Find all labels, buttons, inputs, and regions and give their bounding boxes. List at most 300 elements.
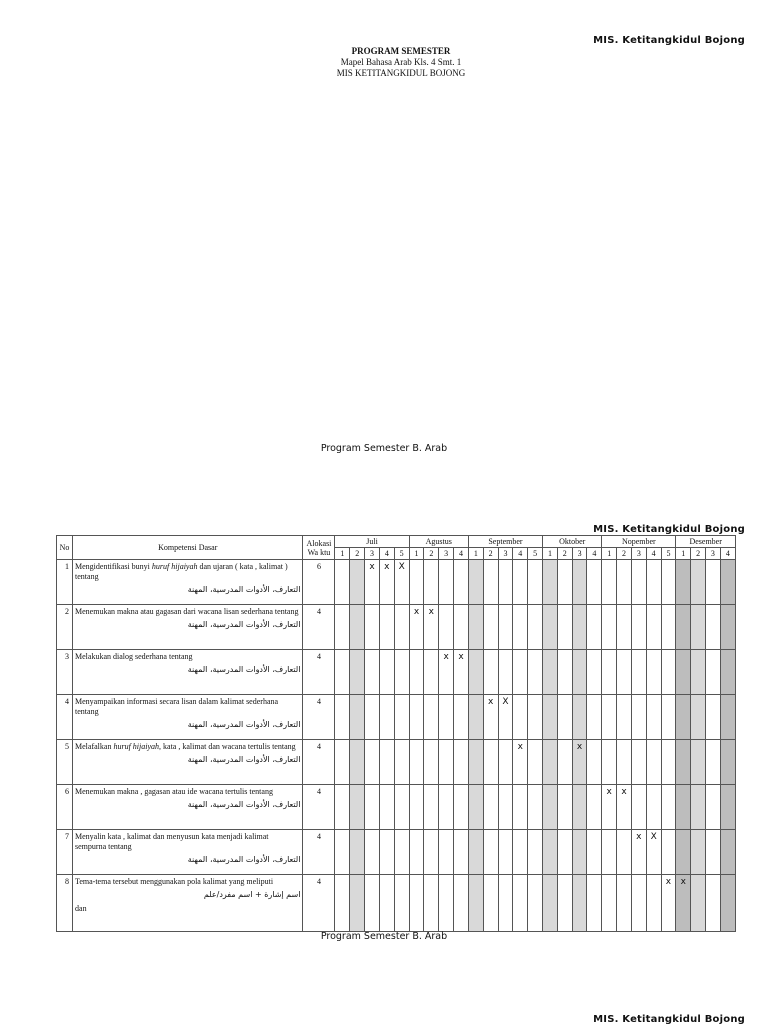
week-cell — [335, 740, 350, 785]
week-cell — [661, 695, 676, 740]
document-title-block — [0, 46, 768, 79]
week-cell — [379, 830, 394, 875]
week-cell — [498, 785, 513, 830]
week-cell — [720, 785, 735, 830]
week-cell — [661, 830, 676, 875]
week-cell — [543, 785, 558, 830]
week-cell — [691, 650, 706, 695]
week-cell — [572, 605, 587, 650]
week-cell — [557, 605, 572, 650]
week-cell — [706, 650, 721, 695]
week-cell — [439, 740, 454, 785]
week-cell: x — [661, 875, 676, 932]
week-cell — [483, 785, 498, 830]
semester-program-table — [56, 535, 736, 932]
kompetensi-dasar-cell — [73, 875, 303, 932]
week-cell — [468, 785, 483, 830]
row-number: 5 — [57, 740, 73, 785]
alokasi-cell: 6 — [303, 560, 335, 605]
week-cell — [528, 560, 543, 605]
week-cell — [572, 785, 587, 830]
week-cell — [335, 605, 350, 650]
week-cell — [528, 875, 543, 932]
week-cell — [572, 560, 587, 605]
table-row — [57, 830, 736, 875]
week-cell — [631, 740, 646, 785]
alokasi-cell: 4 — [303, 740, 335, 785]
week-cell — [409, 830, 424, 875]
header-month-september: September — [468, 536, 542, 548]
header-week: 1 — [676, 548, 691, 560]
header-week: 4 — [720, 548, 735, 560]
week-cell — [454, 605, 469, 650]
week-cell — [676, 695, 691, 740]
week-cell — [557, 875, 572, 932]
week-cell — [528, 695, 543, 740]
header-month-agustus: Agustus — [409, 536, 468, 548]
kompetensi-dasar-cell — [73, 785, 303, 830]
week-cell — [602, 695, 617, 740]
week-cell — [543, 605, 558, 650]
week-cell — [483, 560, 498, 605]
header-week: 3 — [572, 548, 587, 560]
week-cell — [350, 875, 365, 932]
week-cell — [394, 695, 409, 740]
week-cell — [379, 875, 394, 932]
table-row — [57, 650, 736, 695]
week-cell — [557, 785, 572, 830]
week-cell — [676, 785, 691, 830]
week-cell — [676, 605, 691, 650]
header-week: 1 — [468, 548, 483, 560]
week-cell: x — [676, 875, 691, 932]
week-cell — [602, 650, 617, 695]
week-cell — [587, 740, 602, 785]
week-cell — [587, 830, 602, 875]
header-week: 3 — [365, 548, 380, 560]
week-cell — [557, 830, 572, 875]
week-cell — [676, 740, 691, 785]
week-cell — [394, 830, 409, 875]
row-number: 8 — [57, 875, 73, 932]
week-cell — [557, 740, 572, 785]
kd-arabic-topics: اسم إشارة + اسم مفرد/علم — [203, 890, 301, 899]
table-row — [57, 560, 736, 605]
week-cell — [691, 740, 706, 785]
week-cell — [409, 785, 424, 830]
kd-text: Menyampaikan informasi secara lisan dalam kalimat sederhana tentang — [75, 697, 279, 716]
week-cell — [631, 650, 646, 695]
week-cell: x — [617, 785, 632, 830]
week-cell — [498, 830, 513, 875]
week-cell — [720, 695, 735, 740]
week-cell — [424, 560, 439, 605]
week-cell — [409, 695, 424, 740]
row-number: 4 — [57, 695, 73, 740]
week-cell — [691, 830, 706, 875]
week-cell — [424, 740, 439, 785]
kd-text: Menemukan makna atau gagasan dari wacana lisan sederhana tentang — [75, 607, 299, 616]
week-cell — [483, 875, 498, 932]
week-cell — [602, 875, 617, 932]
week-cell — [646, 740, 661, 785]
week-cell — [335, 695, 350, 740]
kd-arabic-topics: التعارف، الأدوات المدرسية، المهنة — [187, 620, 301, 629]
kd-text: Mengidentifikasi bunyi huruf hijaiyah dan ujaran ( kata , kalimat ) tentang — [75, 562, 288, 581]
week-cell — [468, 650, 483, 695]
page-footer: Program Semester B. Arab — [320, 443, 448, 454]
week-cell — [691, 695, 706, 740]
header-week: 2 — [350, 548, 365, 560]
week-cell — [602, 560, 617, 605]
week-cell — [528, 605, 543, 650]
week-cell — [587, 875, 602, 932]
week-cell — [498, 560, 513, 605]
header-week: 5 — [661, 548, 676, 560]
kompetensi-dasar-cell — [73, 650, 303, 695]
week-cell — [513, 560, 528, 605]
week-cell — [646, 560, 661, 605]
table-row — [57, 875, 736, 932]
week-cell — [350, 740, 365, 785]
week-cell — [528, 740, 543, 785]
week-cell — [409, 560, 424, 605]
week-cell — [706, 695, 721, 740]
week-cell — [394, 740, 409, 785]
week-cell — [661, 740, 676, 785]
week-cell — [543, 875, 558, 932]
week-cell — [454, 740, 469, 785]
week-cell — [720, 875, 735, 932]
table-row — [57, 785, 736, 830]
alokasi-cell: 4 — [303, 785, 335, 830]
week-cell — [424, 695, 439, 740]
week-cell — [365, 830, 380, 875]
row-number: 7 — [57, 830, 73, 875]
document-title: PROGRAM SEMESTER — [351, 46, 451, 56]
week-cell — [587, 560, 602, 605]
week-cell: x — [365, 560, 380, 605]
header-week: 1 — [335, 548, 350, 560]
week-cell — [543, 560, 558, 605]
week-cell — [335, 830, 350, 875]
week-cell: x — [454, 650, 469, 695]
week-cell — [706, 740, 721, 785]
kd-text: Menemukan makna , gagasan atau ide wacana tertulis tentang — [75, 787, 273, 796]
week-cell — [439, 560, 454, 605]
row-number: 6 — [57, 785, 73, 830]
week-cell — [543, 695, 558, 740]
week-cell — [543, 650, 558, 695]
kd-text: Menyalin kata , kalimat dan menyusun kata menjadi kalimat sempurna tentang — [75, 832, 269, 851]
week-cell — [335, 650, 350, 695]
kompetensi-dasar-cell — [73, 695, 303, 740]
header-no: No — [57, 536, 73, 560]
week-cell — [676, 650, 691, 695]
header-week: 4 — [513, 548, 528, 560]
week-cell — [572, 830, 587, 875]
kompetensi-dasar-cell — [73, 560, 303, 605]
week-cell: x — [409, 605, 424, 650]
kompetensi-dasar-cell — [73, 740, 303, 785]
week-cell — [720, 560, 735, 605]
week-cell — [617, 695, 632, 740]
week-cell — [528, 650, 543, 695]
week-cell — [691, 875, 706, 932]
week-cell — [409, 650, 424, 695]
week-cell: X — [498, 695, 513, 740]
week-cell — [543, 740, 558, 785]
week-cell: x — [631, 830, 646, 875]
week-cell — [483, 650, 498, 695]
week-cell — [439, 785, 454, 830]
week-cell — [691, 560, 706, 605]
week-cell — [365, 605, 380, 650]
week-cell — [617, 830, 632, 875]
week-cell — [350, 605, 365, 650]
row-number: 1 — [57, 560, 73, 605]
kd-arabic-topics: التعارف، الأدوات المدرسية، المهنة — [187, 585, 301, 594]
week-cell — [572, 875, 587, 932]
week-cell — [661, 650, 676, 695]
row-number: 2 — [57, 605, 73, 650]
week-cell — [720, 605, 735, 650]
week-cell — [587, 695, 602, 740]
week-cell — [661, 785, 676, 830]
week-cell — [335, 785, 350, 830]
week-cell — [513, 695, 528, 740]
week-cell — [631, 785, 646, 830]
week-cell — [468, 875, 483, 932]
week-cell — [617, 605, 632, 650]
week-cell: x — [572, 740, 587, 785]
week-cell — [572, 650, 587, 695]
header-week: 3 — [439, 548, 454, 560]
week-cell — [379, 740, 394, 785]
header-week: 2 — [424, 548, 439, 560]
week-cell — [424, 830, 439, 875]
week-cell — [587, 650, 602, 695]
week-cell — [646, 875, 661, 932]
week-cell — [557, 695, 572, 740]
week-cell — [706, 560, 721, 605]
table-row — [57, 605, 736, 650]
page-footer-2: Program Semester B. Arab — [320, 931, 448, 942]
header-week: 1 — [602, 548, 617, 560]
alokasi-cell: 4 — [303, 875, 335, 932]
week-cell — [468, 605, 483, 650]
week-cell — [602, 830, 617, 875]
header-week: 4 — [454, 548, 469, 560]
header-alokasi-waktu: Alokasi Wa ktu — [303, 536, 335, 560]
week-cell — [365, 650, 380, 695]
week-cell — [720, 740, 735, 785]
week-cell — [365, 740, 380, 785]
document-subtitle: Mapel Bahasa Arab Kls. 4 Smt. 1 — [340, 57, 462, 67]
week-cell — [439, 605, 454, 650]
week-cell — [706, 785, 721, 830]
week-cell: x — [439, 650, 454, 695]
week-cell — [439, 695, 454, 740]
week-cell — [513, 830, 528, 875]
week-cell — [691, 785, 706, 830]
week-cell — [394, 605, 409, 650]
header-week: 5 — [394, 548, 409, 560]
week-cell — [706, 875, 721, 932]
alokasi-cell: 4 — [303, 605, 335, 650]
header-month-desember: Desember — [676, 536, 736, 548]
week-cell — [572, 695, 587, 740]
week-cell — [365, 875, 380, 932]
week-cell — [720, 650, 735, 695]
week-cell — [617, 650, 632, 695]
week-cell — [350, 785, 365, 830]
week-cell — [557, 560, 572, 605]
week-cell — [498, 875, 513, 932]
week-cell — [483, 830, 498, 875]
alokasi-cell: 4 — [303, 830, 335, 875]
week-cell — [335, 560, 350, 605]
week-cell — [439, 830, 454, 875]
week-cell: x — [424, 605, 439, 650]
week-cell — [379, 785, 394, 830]
header-week: 4 — [379, 548, 394, 560]
school-header-page2: MIS. Ketitangkidul Bojong — [593, 524, 745, 535]
week-cell — [513, 875, 528, 932]
week-cell — [394, 650, 409, 695]
week-cell — [513, 650, 528, 695]
kd-text: Melafalkan huruf hijaiyah, kata , kalimat dan wacana tertulis tentang — [75, 742, 296, 751]
week-cell — [454, 830, 469, 875]
week-cell — [587, 785, 602, 830]
week-cell — [379, 650, 394, 695]
week-cell — [513, 605, 528, 650]
kd-arabic-topics: التعارف، الأدوات المدرسية، المهنة — [187, 720, 301, 729]
week-cell — [498, 740, 513, 785]
week-cell — [631, 560, 646, 605]
kd-arabic-topics: التعارف، الأدوات المدرسية، المهنة — [187, 665, 301, 674]
school-name-caps: MIS KETITANGKIDUL BOJONG — [336, 68, 466, 78]
week-cell — [513, 785, 528, 830]
header-week: 2 — [557, 548, 572, 560]
kd-arabic-topics: التعارف، الأدوات المدرسية، المهنة — [187, 800, 301, 809]
week-cell — [646, 695, 661, 740]
header-week: 3 — [631, 548, 646, 560]
week-cell — [691, 605, 706, 650]
week-cell — [454, 785, 469, 830]
header-kompetensi-dasar: Kompetensi Dasar — [73, 536, 303, 560]
kompetensi-dasar-cell — [73, 605, 303, 650]
week-cell — [676, 560, 691, 605]
week-cell: X — [394, 560, 409, 605]
week-cell — [706, 605, 721, 650]
week-cell — [468, 830, 483, 875]
week-cell — [617, 875, 632, 932]
week-cell — [424, 875, 439, 932]
week-cell — [631, 875, 646, 932]
week-cell — [409, 740, 424, 785]
week-cell — [468, 740, 483, 785]
header-week: 1 — [543, 548, 558, 560]
week-cell — [350, 650, 365, 695]
week-cell — [335, 875, 350, 932]
week-cell: X — [646, 830, 661, 875]
week-cell — [454, 560, 469, 605]
header-week: 4 — [587, 548, 602, 560]
week-cell — [676, 830, 691, 875]
kd-text: Tema-tema tersebut menggunakan pola kalimat yang meliputi — [75, 877, 274, 886]
table-row — [57, 695, 736, 740]
week-cell — [617, 560, 632, 605]
table-row — [57, 740, 736, 785]
week-cell: x — [483, 695, 498, 740]
kd-extra: dan — [75, 904, 87, 913]
week-cell — [379, 695, 394, 740]
week-cell — [350, 830, 365, 875]
week-cell — [646, 785, 661, 830]
week-cell — [498, 650, 513, 695]
week-cell — [661, 560, 676, 605]
header-week: 3 — [498, 548, 513, 560]
week-cell — [483, 605, 498, 650]
week-cell — [454, 875, 469, 932]
school-header-page3: MIS. Ketitangkidul Bojong — [593, 1014, 745, 1025]
header-week: 2 — [691, 548, 706, 560]
week-cell — [631, 695, 646, 740]
kd-text: Melakukan dialog sederhana tentang — [75, 652, 193, 661]
header-month-nopember: Nopember — [602, 536, 676, 548]
week-cell: x — [513, 740, 528, 785]
week-cell — [409, 875, 424, 932]
week-cell — [498, 605, 513, 650]
week-cell — [483, 740, 498, 785]
week-cell — [617, 740, 632, 785]
week-cell — [365, 695, 380, 740]
school-header-top: MIS. Ketitangkidul Bojong — [593, 35, 745, 46]
header-week: 5 — [528, 548, 543, 560]
week-cell — [528, 830, 543, 875]
week-cell — [646, 605, 661, 650]
kd-arabic-topics: التعارف، الأدوات المدرسية، المهنة — [187, 855, 301, 864]
week-cell — [602, 740, 617, 785]
alokasi-cell: 4 — [303, 650, 335, 695]
week-cell — [661, 605, 676, 650]
week-cell — [394, 875, 409, 932]
header-month-oktober: Oktober — [543, 536, 602, 548]
week-cell — [365, 785, 380, 830]
kd-arabic-topics: التعارف، الأدوات المدرسية، المهنة — [187, 755, 301, 764]
week-cell — [439, 875, 454, 932]
header-week: 4 — [646, 548, 661, 560]
kompetensi-dasar-cell — [73, 830, 303, 875]
week-cell — [468, 560, 483, 605]
week-cell — [543, 830, 558, 875]
week-cell — [631, 605, 646, 650]
week-cell — [646, 650, 661, 695]
week-cell — [602, 605, 617, 650]
week-cell — [379, 605, 394, 650]
header-week: 3 — [706, 548, 721, 560]
week-cell — [350, 695, 365, 740]
week-cell — [706, 830, 721, 875]
week-cell — [528, 785, 543, 830]
week-cell — [424, 785, 439, 830]
week-cell — [557, 650, 572, 695]
week-cell — [454, 695, 469, 740]
row-number: 3 — [57, 650, 73, 695]
week-cell — [468, 695, 483, 740]
header-month-juli: Juli — [335, 536, 409, 548]
